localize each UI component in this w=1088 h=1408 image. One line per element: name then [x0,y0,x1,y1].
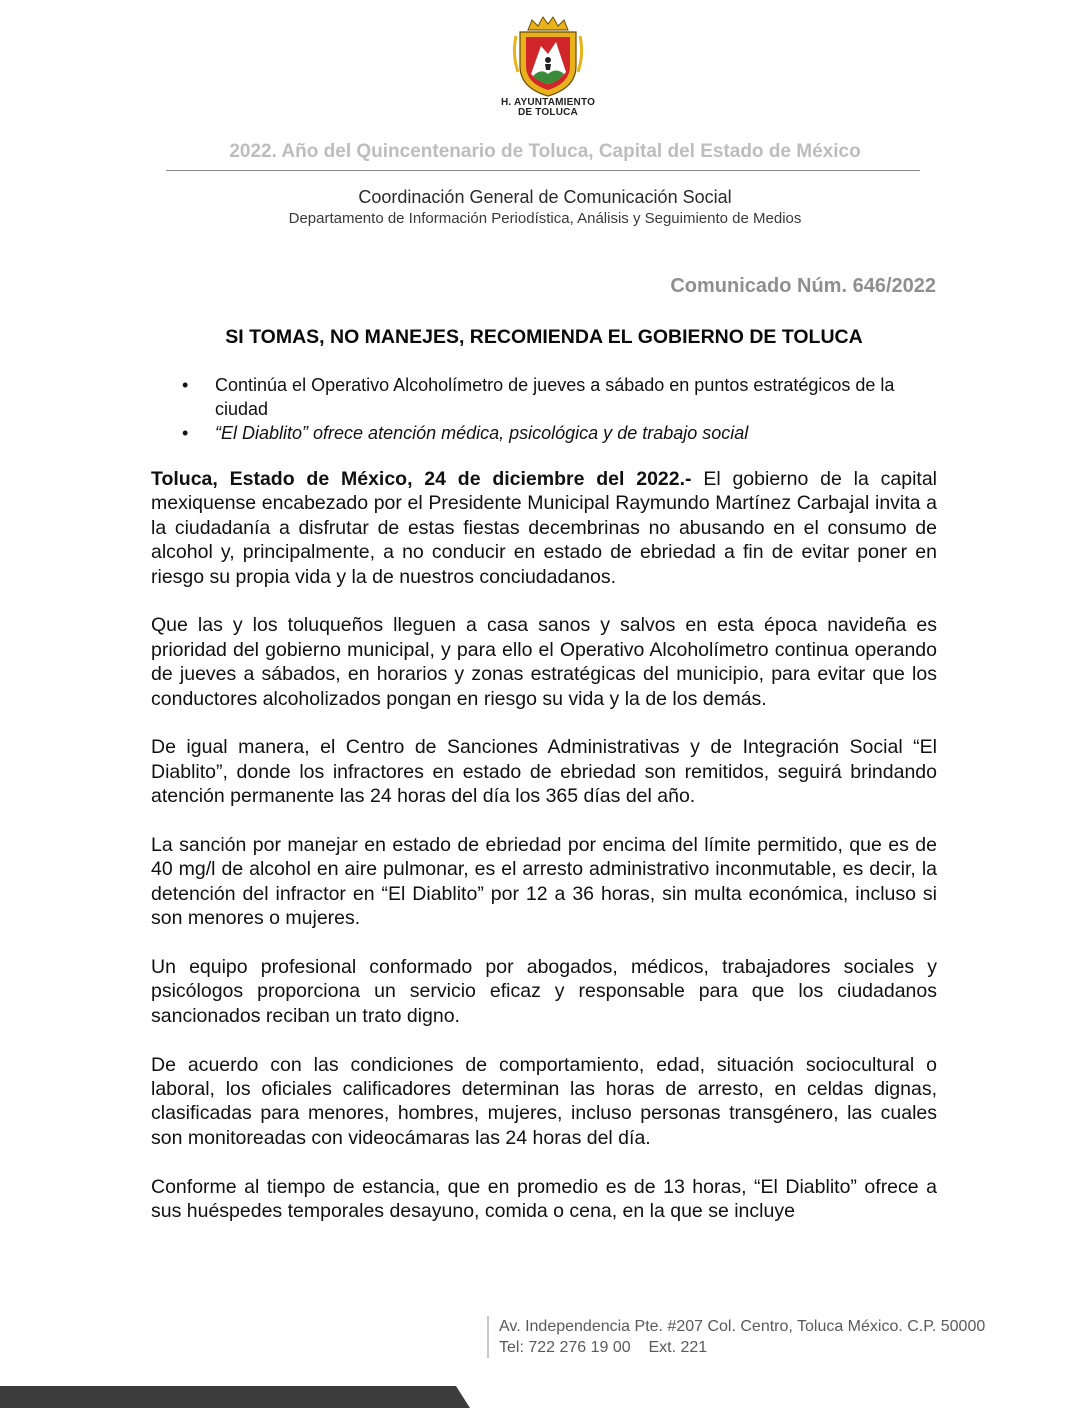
bullet-item [152,373,938,421]
year-motto: 2022. Año del Quincentenario de Toluca, Capital del Estado de México [229,141,861,162]
release-number: Comunicado Núm. 646/2022 [670,275,936,297]
paragraph-text: El gobierno de la capital mexiquense encabezado por el Presidente Municipal Raymundo Martínez Carbajal invita a la ciudadanía a disfrutar de estas fiestas decembrinas no abusando en el consumo de alcohol y, principalmente, a no conducir en estado de ebriedad a fin de evitar poner en riesgo su propia vida y la de nuestros conciudadanos. [151,468,937,588]
header-divider [166,170,920,171]
body-paragraph: Conforme al tiempo de estancia, que en promedio es de 13 horas, “El Diablito” ofrece a sus huéspedes temporales desayuno, comida o cena, en la que se incluye [151,1175,937,1223]
bullet-item [152,421,938,445]
logo-caption-line2: DE TOLUCA [518,107,578,118]
coordination-title: Coordinación General de Comunicación Social [358,187,732,207]
footer-phone: Tel: 722 276 19 00 Ext. 221 [499,1339,708,1356]
department-subtitle: Departamento de Información Periodística, Análisis y Seguimiento de Medios [288,210,802,227]
body-paragraph: De igual manera, el Centro de Sanciones Administrativas y de Integración Social “El Diablito”, donde los infractores en estado de ebriedad son remitidos, seguirá brindando atención permanente las 24 horas del día los 365 días del año. [151,736,937,808]
footer-address: Av. Independencia Pte. #207 Col. Centro, Toluca México. C.P. 50000 [499,1318,986,1335]
body-paragraph: De acuerdo con las condiciones de comportamiento, edad, situación sociocultural o laboral, los oficiales calificadores determinan las horas de arresto, en celdas dignas, clasificadas para menores, hombres, mujeres, incluso personas transgénero, las cuales son monitoreadas con videocámaras las 24 horas del día. [151,1053,937,1149]
bullet-text: “El Diablito” ofrece atención médica, psicológica y de trabajo social [215,423,749,443]
body-paragraph: Que las y los toluqueños lleguen a casa sanos y salvos en esta época navideña es prioridad del gobierno municipal, y para ello el Operativo Alcoholímetro continua operando de jueves a sábados, en horarios y zonas estratégicas del municipio, para evitar que los conductores alcoholizados pongan en riesgo su vida y la de los demás. [151,614,937,710]
summary-bullets [152,373,938,445]
bullet-icon: • [182,375,189,395]
body-paragraph: Un equipo profesional conformado por abogados, médicos, trabajadores sociales y psicólogos proporciona un servicio eficaz y responsable para que los ciudadanos sancionados reciban un trato digno. [151,956,937,1027]
body-paragraph [151,467,937,589]
footer-decorative-bar [0,1386,470,1408]
bullet-text: Continúa el Operativo Alcoholímetro de jueves a sábado en puntos estratégicos de la ciudad [215,375,895,419]
footer-contact [487,1316,985,1358]
body-paragraph: La sanción por manejar en estado de ebriedad por encima del límite permitido, que es de 40 mg/l de alcohol en aire pulmonar, es el arresto administrativo inconmutable, es decir, la detención del infractor en “El Diablito” por 12 a 36 horas, sin multa económica, incluso si son menores o mujeres. [151,834,937,930]
dateline: Toluca, Estado de México, 24 de diciembre del 2022.- [151,468,692,490]
logo-caption-line1: H. AYUNTAMIENTO [500,97,596,108]
release-headline: SI TOMAS, NO MANEJES, RECOMIENDA EL GOBIERNO DE TOLUCA [225,326,863,348]
city-coat-of-arms-logo [486,14,610,126]
release-body [151,467,937,1224]
coat-of-arms-shield-icon [506,14,590,98]
bullet-icon: • [182,423,189,443]
